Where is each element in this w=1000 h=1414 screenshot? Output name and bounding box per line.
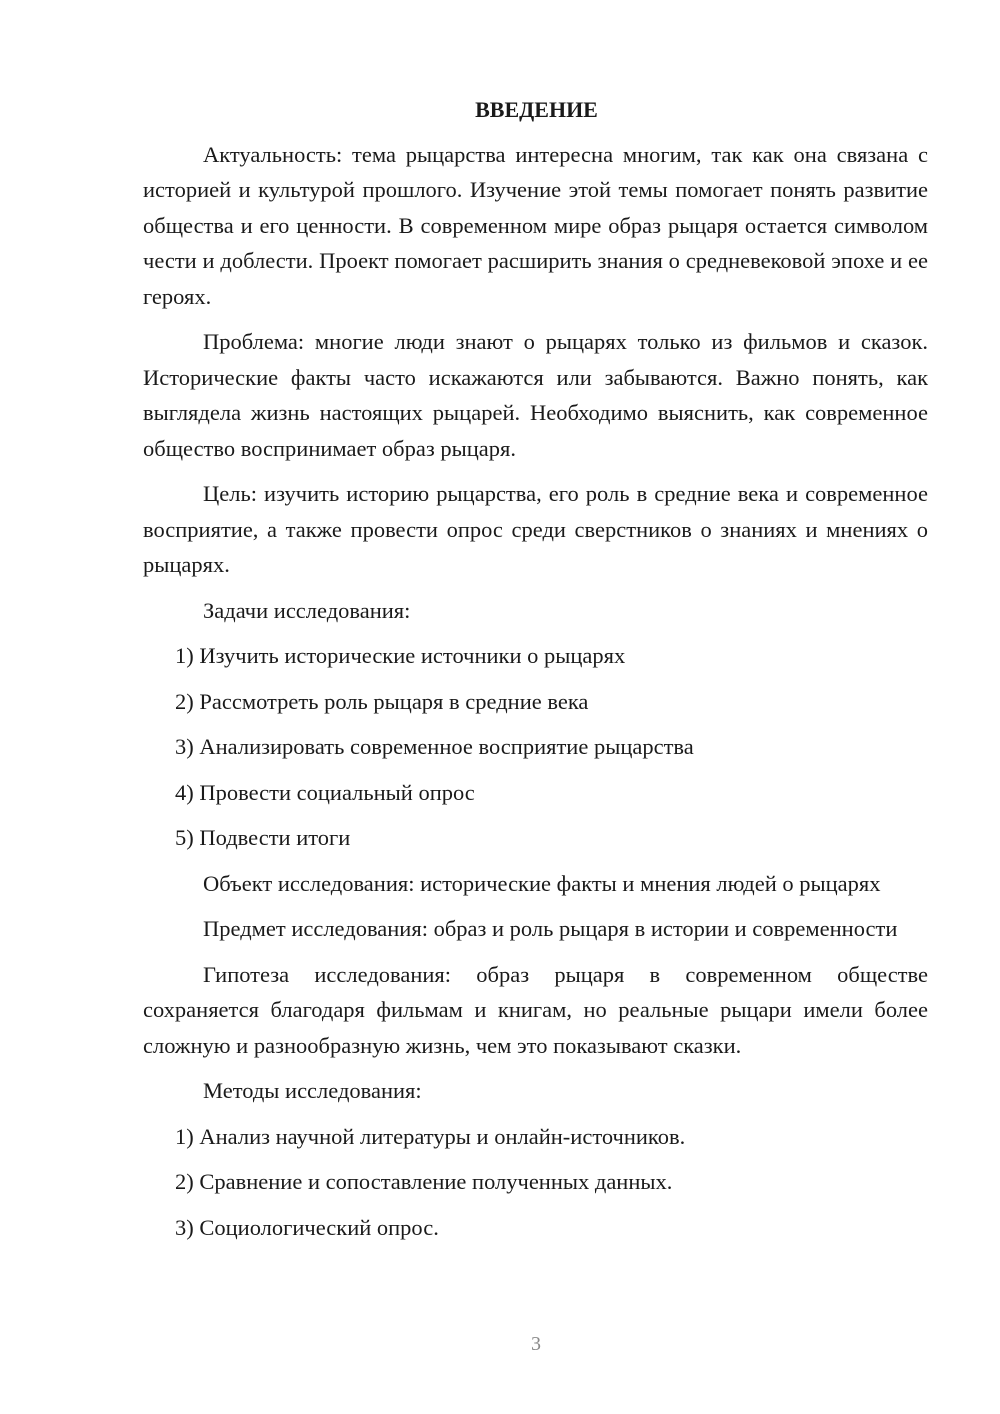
task-item: 5) Подвести итоги [175, 825, 351, 850]
task-item: 4) Провести социальный опрос [175, 779, 475, 805]
document-page [143, 92, 928, 1255]
problem-paragraph: Проблема: многие люди знают о рыцарях только из фильмов и сказок. Исторические факты часто искажаются или забываются. Важно понять, как выглядела жизнь настоящих рыцарей. Необходимо выяснить, как современное общество воспринимает образ рыцаря. [143, 329, 928, 461]
subject-paragraph: Предмет исследования: образ и роль рыцаря в истории и современности [203, 916, 898, 941]
page-number: 3 [531, 1333, 541, 1355]
methods-list [143, 1119, 928, 1246]
task-item: 3) Анализировать современное восприятие рыцарства [175, 734, 694, 759]
task-item: 1) Изучить исторические источники о рыцарях [175, 643, 626, 668]
methods-label: Методы исследования: [203, 1078, 422, 1103]
relevance-paragraph: Актуальность: тема рыцарства интересна многим, так как она связана с историей и культурой прошлого. Изучение этой темы помогает понять развитие общества и его ценности. В современном мире образ рыцаря остается символом чести и доблести. Проект помогает расширить знания о средневековой эпохе и ее героях. [143, 141, 928, 309]
hypothesis-paragraph: Гипотеза исследования: образ рыцаря в современном обществе сохраняется благодаря фильмам и книгам, но реальные рыцари имели более сложную и разнообразную жизнь, чем это показывают сказки. [143, 961, 928, 1058]
object-paragraph: Объект исследования: исторические факты и мнения людей о рыцарях [203, 870, 881, 896]
method-item: 3) Социологический опрос. [175, 1214, 439, 1240]
section-heading: ВВЕДЕНИЕ [475, 97, 598, 122]
tasks-list [143, 638, 928, 856]
goal-paragraph: Цель: изучить историю рыцарства, его роль в средние века и современное восприятие, а также провести опрос среди сверстников о знаниях и мнениях о рыцарях. [143, 481, 928, 577]
task-item: 2) Рассмотреть роль рыцаря в средние века [175, 688, 589, 714]
method-item: 1) Анализ научной литературы и онлайн-источников. [175, 1123, 686, 1149]
method-item: 2) Сравнение и сопоставление полученных данных. [175, 1169, 673, 1194]
tasks-label: Задачи исследования: [203, 597, 411, 623]
